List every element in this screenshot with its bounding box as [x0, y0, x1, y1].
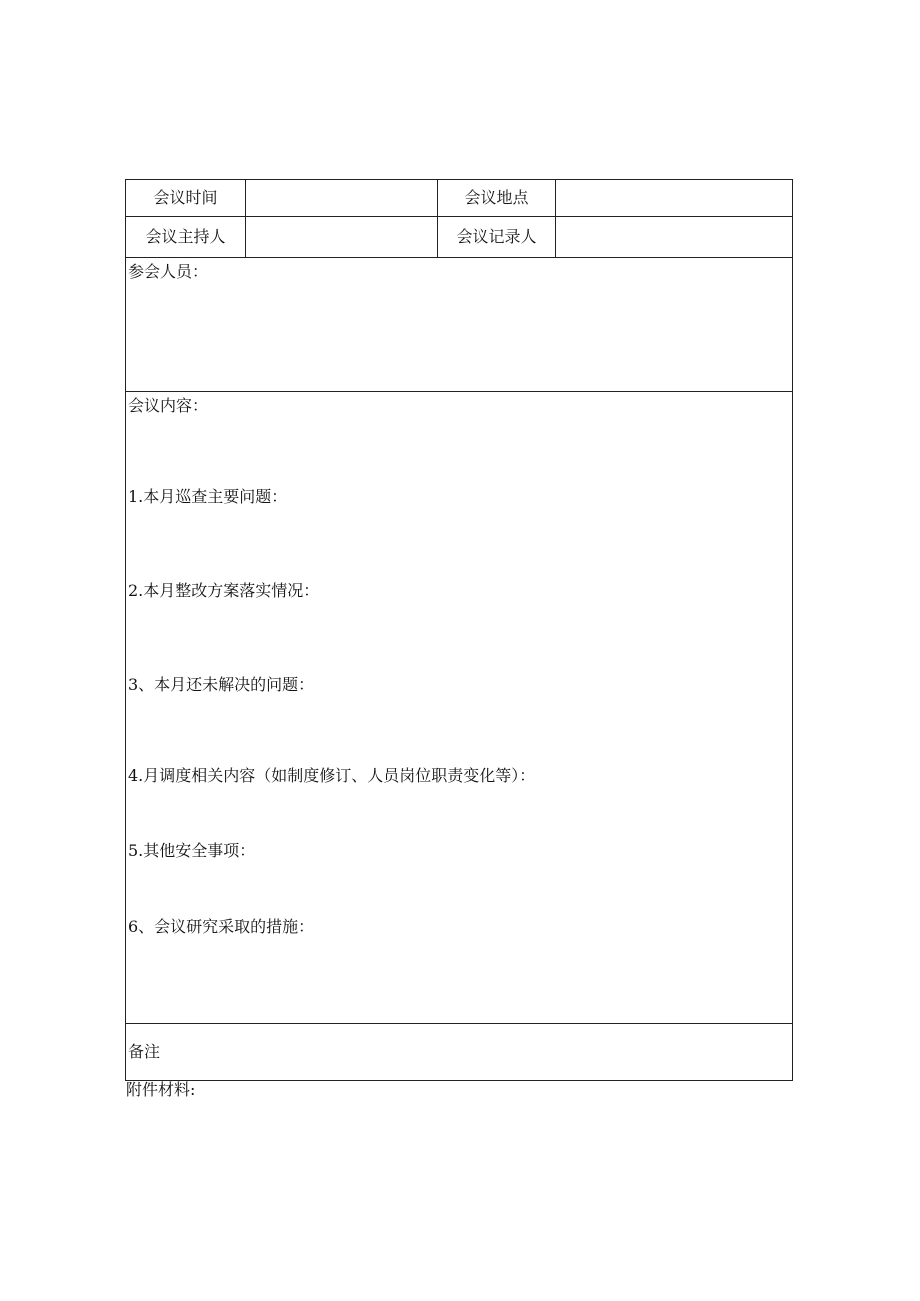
attachments-label: 附件材料: [126, 1080, 196, 1099]
meeting-content-row [126, 392, 793, 1024]
meeting-content-label: 会议内容： [128, 396, 209, 415]
meeting-location-label: 会议地点 [438, 180, 556, 217]
meeting-content-field[interactable] [126, 392, 793, 1024]
attendees-label: 参会人员： [128, 262, 209, 281]
meeting-recorder-field[interactable] [556, 217, 793, 258]
meeting-record-form [125, 179, 793, 1081]
remarks-field[interactable] [126, 1024, 793, 1081]
meeting-time-label: 会议时间 [126, 180, 246, 217]
attendees-row [126, 258, 793, 392]
prompt-other-safety-matters: 5.其他安全事项： [128, 841, 256, 860]
prompt-inspection-issues: 1.本月巡查主要问题： [128, 487, 288, 506]
header-row-host-recorder [126, 217, 793, 258]
prompt-monthly-dispatch: 4.月调度相关内容（如制度修订、人员岗位职责变化等）： [128, 766, 536, 785]
header-row-time-location [126, 180, 793, 217]
prompt-unresolved-issues: 3、本月还未解决的问题： [128, 675, 315, 694]
meeting-time-field[interactable] [246, 180, 438, 217]
remarks-row [126, 1024, 793, 1081]
prompt-measures-taken: 6、会议研究采取的措施： [128, 917, 315, 936]
meeting-host-label: 会议主持人 [126, 217, 246, 258]
meeting-recorder-label: 会议记录人 [438, 217, 556, 258]
meeting-host-field[interactable] [246, 217, 438, 258]
remarks-label: 备注 [128, 1042, 161, 1061]
attendees-field[interactable] [126, 258, 793, 392]
prompt-rectification-status: 2.本月整改方案落实情况： [128, 581, 320, 600]
meeting-location-field[interactable] [556, 180, 793, 217]
